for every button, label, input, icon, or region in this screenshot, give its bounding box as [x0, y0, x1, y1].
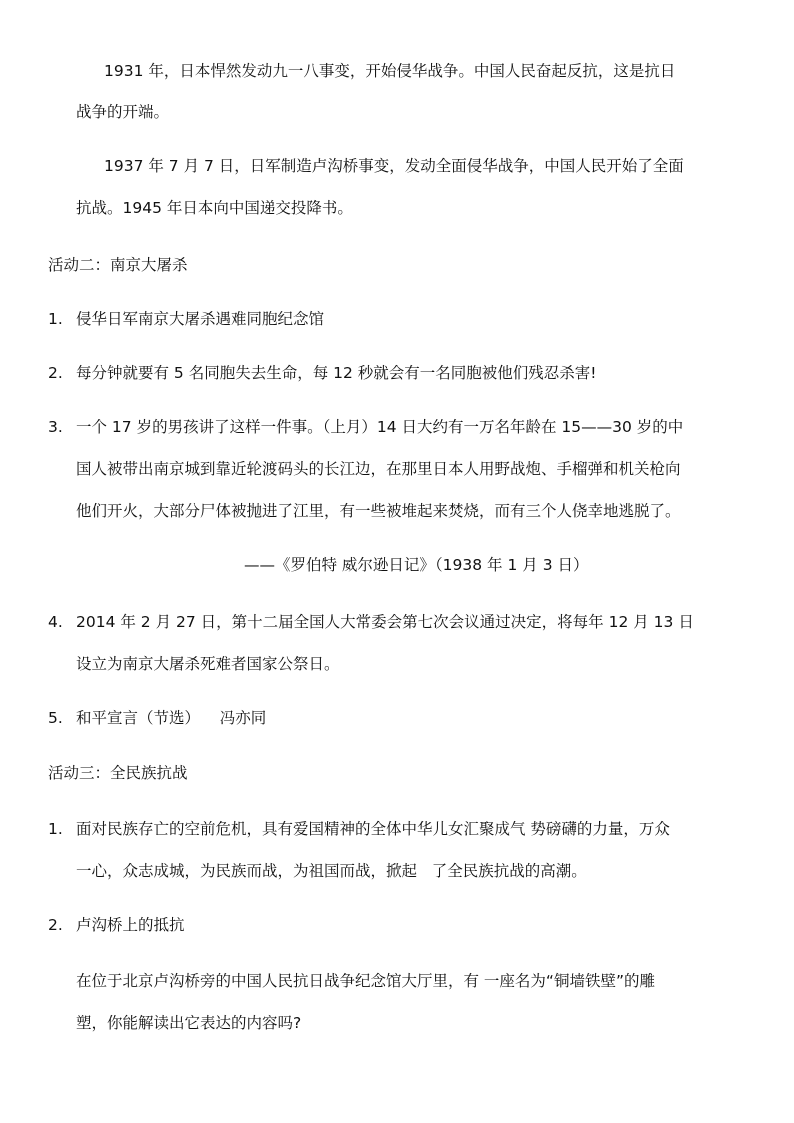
- intro-paragraph-1-line-2: 战争的开端。: [76, 103, 170, 121]
- item-number: 1.: [48, 310, 63, 328]
- intro-paragraph-2-line-1: 1937 年 7 月 7 日，日军制造卢沟桥事变，发动全面侵华战争，中国人民开始了全面: [104, 157, 684, 175]
- item-text: 卢沟桥上的抵抗: [76, 916, 185, 934]
- activity3-heading: 活动三：全民族抗战: [48, 764, 188, 782]
- item-text: 和平宣言（节选） 冯亦同: [76, 709, 267, 727]
- activity2-heading: 活动二：南京大屠杀: [48, 256, 188, 274]
- diary-citation: ——《罗伯特 威尔逊日记》（1938 年 1 月 3 日）: [244, 556, 589, 574]
- item-number: 1.: [48, 820, 63, 838]
- item-number: 5.: [48, 709, 63, 727]
- activity3-paragraph-line-2: 塑，你能解读出它表达的内容吗?: [76, 1014, 302, 1032]
- item-text: 一心，众志成城，为民族而战，为祖国而战，掀起 了全民族抗战的高潮。: [76, 862, 587, 880]
- intro-paragraph-1-line-1: 1931 年，日本悍然发动九一八事变，开始侵华战争。中国人民奋起反抗，这是抗日: [104, 62, 676, 80]
- item-text: 2014 年 2 月 27 日，第十二届全国人大常委会第七次会议通过决定，将每年 12 月 13 日: [76, 613, 694, 631]
- item-text: 设立为南京大屠杀死难者国家公祭日。: [76, 655, 340, 673]
- item-text: 国人被带出南京城到靠近轮渡码头的长江边，在那里日本人用野战炮、手榴弹和机关枪向: [76, 460, 681, 478]
- item-text: 侵华日军南京大屠杀遇难同胞纪念馆: [76, 310, 325, 328]
- item-text: 他们开火，大部分尸体被抛进了江里，有一些被堆起来焚烧，而有三个人侥幸地逃脱了。: [76, 502, 681, 520]
- item-number: 4.: [48, 613, 63, 631]
- activity3-paragraph-line-1: 在位于北京卢沟桥旁的中国人民抗日战争纪念馆大厅里，有 一座名为“铜墙铁壁”的雕: [76, 972, 655, 990]
- item-text: 一个 17 岁的男孩讲了这样一件事。（上月）14 日大约有一万名年龄在 15——30 岁的中: [76, 418, 684, 436]
- item-text: 每分钟就要有 5 名同胞失去生命，每 12 秒就会有一名同胞被他们残忍杀害!: [76, 364, 597, 382]
- item-number: 2.: [48, 364, 63, 382]
- item-number: 3.: [48, 418, 63, 436]
- item-text: 面对民族存亡的空前危机，具有爱国精神的全体中华儿女汇聚成气 势磅礴的力量，万众: [76, 820, 670, 838]
- intro-paragraph-2-line-2: 抗战。1945 年日本向中国递交投降书。: [76, 199, 353, 217]
- item-number: 2.: [48, 916, 63, 934]
